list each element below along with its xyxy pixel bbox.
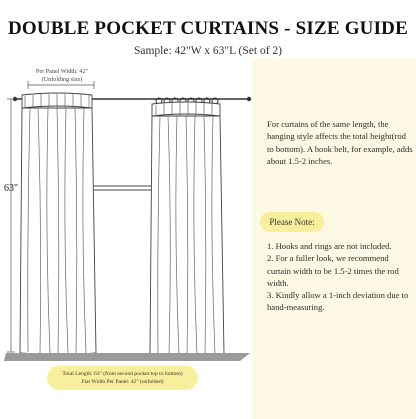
window-frame	[88, 104, 158, 345]
note-item: 3. Kindly allow a 1-inch deviation due to hand-measuring.	[267, 290, 409, 313]
sample-size-subtitle: Sample: 42"W x 63"L (Set of 2)	[133, 45, 282, 57]
total-length-text: Total Length: 63" (from second pocket top to bottom)	[62, 371, 183, 377]
right-curtain-panel	[150, 102, 224, 356]
panel-width-text: Per Panel Width: 42"	[35, 68, 89, 75]
note-item: 2. For a fuller look, we recommend curtain width to be 1.5-2 times the rod width.	[267, 253, 399, 288]
size-info-badge	[47, 366, 198, 390]
page-title: DOUBLE POCKET CURTAINS - SIZE GUIDE	[8, 18, 408, 39]
note-item: 1. Hooks and rings are not included.	[267, 241, 392, 251]
floor	[4, 353, 250, 361]
hanging-style-text: For curtains of the same length, the hanging style affects the total height(rod to bottom). A hook belt, for example, adds about 1.5-2 inches.	[267, 119, 413, 166]
please-note-badge: Please Note:	[260, 212, 324, 232]
height-dimension	[7, 99, 15, 352]
panel-width-label	[22, 68, 102, 83]
height-label: 63"	[3, 183, 19, 194]
flat-width-text: Flat Width Per Panel: 42" (unfolded)	[81, 379, 164, 385]
panel-width-sub: (Unfolding size)	[41, 75, 83, 83]
